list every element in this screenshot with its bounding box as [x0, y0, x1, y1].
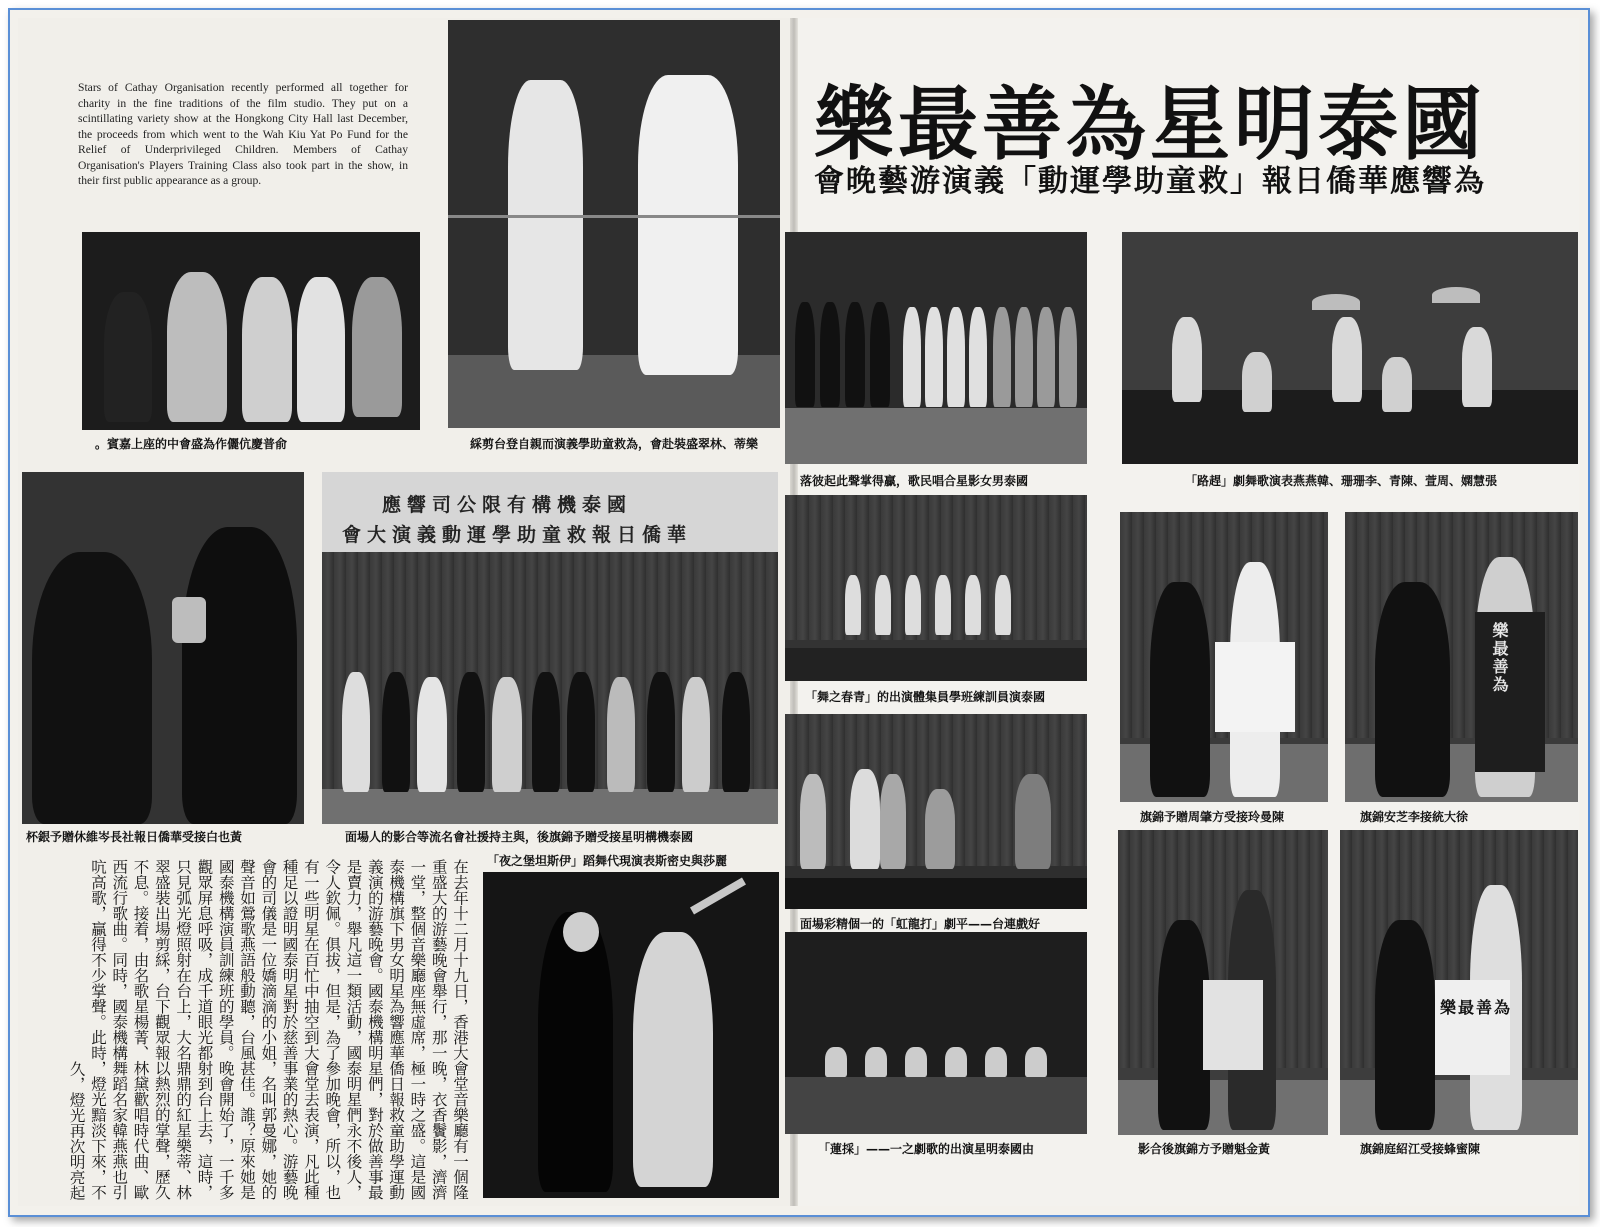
photo-guests-seated	[82, 232, 420, 430]
photo-pennant-award-2	[1345, 512, 1578, 802]
caption-13: 黃金魁贈予方錦旗後合影	[1138, 1142, 1271, 1156]
caption-6: 國泰男女影星合唱民歌，贏得掌聲此起彼落	[800, 474, 1029, 488]
english-intro-text: Stars of Cathay Organisation recently performed all together for charity in the fine traditions of the film studio. They put on a scintillating variety show at the Hongkong City Hall last December, the proceeds from which went to the Wah Kiu Yat Po Fund for the Relief of Underprivileged Children. Members of Cathay Organisation's Players Training Class also took part in the show, in their first public appearance as a group.	[78, 81, 408, 187]
photo-pennant-award-4	[1340, 830, 1578, 1135]
photo-youth-dance	[785, 495, 1087, 681]
caption-11: 好戲連台——平劇「打龍虹」的一個精彩場面	[800, 917, 1041, 931]
caption-1: 俞普慶伉儷作為盛會中的座上嘉賓。	[95, 437, 288, 451]
caption-8: 國泰演員訓練班學員集體演出的「青春之舞」	[805, 690, 1046, 704]
caption-14: 陳蜜蜂接受江紹庭錦旗	[1360, 1142, 1481, 1156]
pennant-text-2: 為善最樂	[1440, 998, 1513, 1017]
photo-group-banner	[322, 472, 778, 824]
photo-ribbon-cutting	[448, 20, 780, 428]
stage-banner-line1: 國泰機構有限公司響應	[382, 494, 633, 516]
caption-7: 張慧嫻、周萱、陳青、李珊珊、韓燕燕表演歌舞劇「趕路」	[1185, 474, 1498, 488]
photo-chorus-singing	[785, 232, 1087, 464]
caption-10: 徐大統接李芝安錦旗	[1360, 810, 1469, 824]
caption-2: 樂蒂、林翠盛裝赴會，為救童助學義演而親自登台剪綵	[470, 437, 759, 451]
caption-3: 黃也白接受華僑日報社長岑維休贈予銀杯	[26, 830, 243, 844]
caption-4: 國泰機構明星接受贈予錦旗後，與主持援社會名流等合影的人場面	[345, 830, 694, 844]
caption-5: 麗莎與史密斯表演現代舞蹈「伊斯坦堡之夜」	[487, 854, 728, 868]
pennant-text-1: 為善最樂	[1490, 622, 1509, 694]
body-article-text: 在去年十二月十九日，香港大會堂音樂廳有一個隆重盛大的游藝晚會舉行，那一晚，衣香鬢影，濟濟一堂，整個音樂廳座無虛席，極一時之盛。這是國泰機構旗下男女明星為響應華僑日報救童助學運動義演的游藝晚會。國泰機構明星們，對於做善事最是賣力，舉凡這一類活動，國泰明星們永不後人，令人欽佩。俱拔，但是，為了參加晚會，所以，也有一些明星在百忙中抽空到大會堂去表演，凡此種種足以證明國泰明星對於慈善事業的熱心。游藝晚會的司儀是一位嬌滴滴的小姐，名叫郭曼娜，她的聲音如鶯歌燕語般動聽，台風甚佳。誰？原來她是國泰機構演員訓練班的學員。晚會開始了，一千多觀眾屏息呼吸，成千道眼光都射到台上去，這時，只見弧光燈照射在台上，大名鼎鼎的紅星樂蒂、林翠盛裝出場剪綵，台下觀眾報以熱烈的掌聲，歷久不息。接着，由名歌星楊菁、林黛歡唱時代曲、歐西流行歌曲。同時，國泰機構舞蹈名家韓燕燕也引吭高歌，贏得不少掌聲。此時，燈光黯淡下來，不久，燈光再次明亮起	[67, 859, 469, 1200]
photo-pennant-award-1	[1120, 512, 1328, 802]
photo-lotus-picking	[785, 932, 1087, 1134]
headline: 國泰明星為善最樂	[814, 78, 1486, 171]
photo-istanbul-dance	[483, 872, 779, 1198]
caption-9: 陳曼玲接受方肇周贈予錦旗	[1140, 810, 1285, 824]
stage-banner-line2: 華僑日報救童助學運動義演大會	[342, 524, 693, 546]
photo-pennant-award-3	[1118, 830, 1328, 1135]
subheadline: 為響應華僑日報「救童助學運動」義演游藝晚會	[814, 164, 1486, 199]
photo-trophy-presentation	[22, 472, 304, 824]
photo-umbrella-dance	[1122, 232, 1578, 464]
photo-peking-opera	[785, 714, 1087, 909]
caption-12: 由國泰明星演出的歌劇之一——「採蓮」	[818, 1142, 1035, 1156]
